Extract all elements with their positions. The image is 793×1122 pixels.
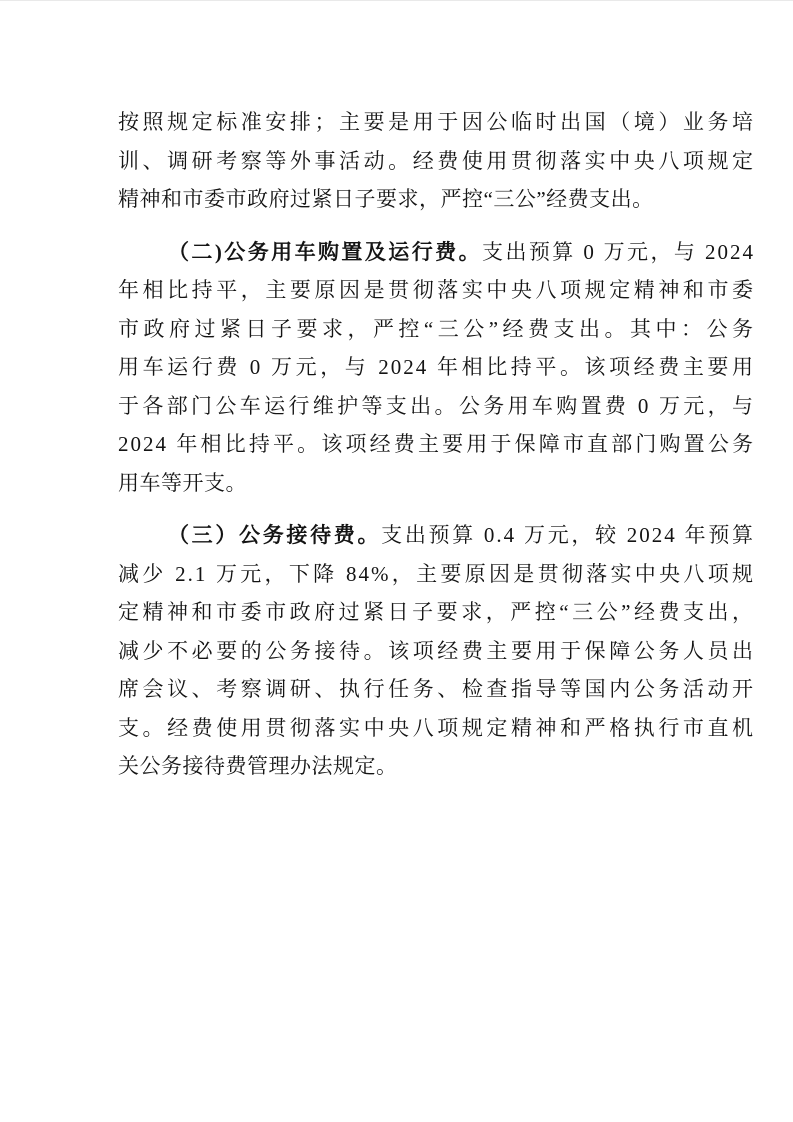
paragraph-reception-fees <box>118 516 755 786</box>
section-heading-reception-fees: （三）公务接待费。 <box>168 523 382 547</box>
text-line: 定精神和市委市政府过紧日子要求，严控“三公”经费支出， <box>118 600 755 624</box>
text-line <box>118 233 755 272</box>
text-line: 关公务接待费管理办法规定。 <box>118 754 398 778</box>
text-line: 减少 2.1 万元，下降 84%，主要原因是贯彻落实中央八项规 <box>118 561 755 586</box>
text-line: 用车运行费 0 万元，与 2024 年相比持平。该项经费主要用 <box>118 355 755 379</box>
text-line: 于各部门公车运行维护等支出。公务用车购置费 0 万元，与 <box>118 393 755 418</box>
text-line: 2024 年相比持平。该项经费主要用于保障市直部门购置公务 <box>118 432 755 456</box>
text-line: 按照规定标准安排；主要是用于因公临时出国（境）业务培 <box>118 110 755 134</box>
text-line: 精神和市委市政府过紧日子要求，严控“三公”经费支出。 <box>118 187 654 211</box>
text-line: 市政府过紧日子要求，严控“三公”经费支出。其中：公务 <box>118 316 755 341</box>
paragraph-vehicle-fees <box>118 233 755 503</box>
text-line <box>118 516 755 555</box>
text-line: 年相比持平，主要原因是贯彻落实中央八项规定精神和市委 <box>118 278 755 302</box>
text-line: 减少不必要的公务接待。该项经费主要用于保障公务人员出 <box>118 638 755 663</box>
section-heading-vehicle-fees: （二)公务用车购置及运行费。 <box>168 239 483 264</box>
text-line: 支。经费使用贯彻落实中央八项规定精神和严格执行市直机 <box>118 715 755 740</box>
text-line: 用车等开支。 <box>118 470 247 495</box>
text-line: 席会议、考察调研、执行任务、检查指导等国内公务活动开 <box>118 677 755 701</box>
text-run: 支出预算 0.4 万元，较 2024 年预算 <box>381 523 756 547</box>
document-body <box>118 103 755 786</box>
paragraph-continuation <box>118 103 755 219</box>
text-line: 训、调研考察等外事活动。经费使用贯彻落实中央八项规定 <box>118 148 755 173</box>
text-run: 支出预算 0 万元，与 2024 <box>482 239 755 264</box>
